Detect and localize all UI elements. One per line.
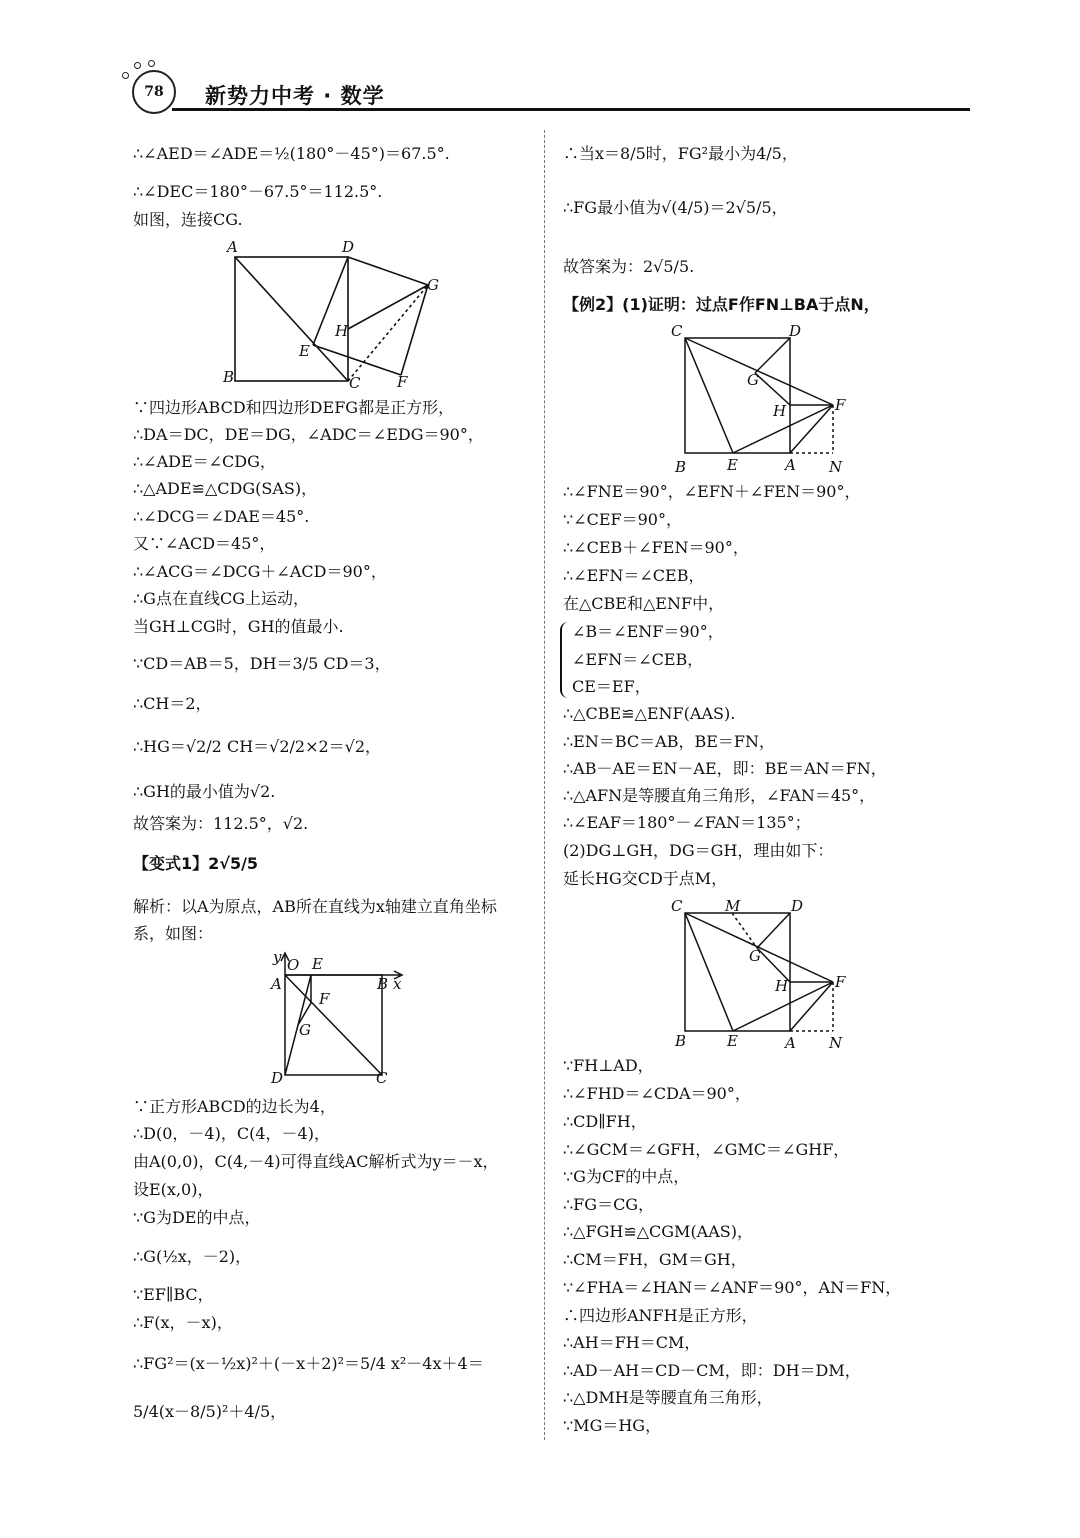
- text-line: 故答案为：112.5°，√2.: [133, 814, 309, 833]
- text-line: ∴HG＝√2/2 CH＝√2/2×2＝√2，: [133, 737, 382, 756]
- label-o: O: [287, 956, 300, 974]
- text-line: 5/4(x－8/5)²＋4/5，: [133, 1402, 287, 1421]
- text-line: ∵∠FHA＝∠HAN＝∠ANF＝90°，AN＝FN，: [563, 1278, 902, 1297]
- text-line: ∴AD－AH＝CD－CM，即：DH＝DM，: [563, 1361, 861, 1380]
- example-heading: 【例2】(1)证明：过点F作FN⊥BA于点N，: [563, 295, 880, 314]
- text-line: 延长HG交CD于点M，: [563, 869, 728, 888]
- text-line: 又∵∠ACD＝45°，: [133, 534, 276, 553]
- label-d: D: [791, 897, 804, 915]
- text-line: ∵EF∥BC，: [133, 1285, 214, 1304]
- text-line: ∴AH＝FH＝CM，: [563, 1333, 701, 1352]
- label-a: A: [271, 975, 282, 993]
- text-line: ∠B＝∠ENF＝90°，: [572, 622, 724, 641]
- text-line: ∴当x＝8/5时，FG²最小为4/5，: [563, 144, 798, 163]
- label-a: A: [785, 456, 796, 474]
- text-line: ∵四边形ABCD和四边形DEFG都是正方形，: [133, 398, 455, 417]
- text-line: ∴AB－AE＝EN－AE，即：BE＝AN＝FN，: [563, 759, 887, 778]
- label-e: E: [312, 955, 323, 973]
- text-line: ∴EN＝BC＝AB，BE＝FN，: [563, 732, 776, 751]
- text-line: ∴∠ACG＝∠DCG＋∠ACD＝90°，: [133, 562, 387, 581]
- text-line: ∴∠AED＝∠ADE＝½(180°－45°)＝67.5°.: [133, 144, 450, 163]
- label-d: D: [342, 238, 355, 256]
- text-line: ∵∠CEF＝90°，: [563, 510, 682, 529]
- text-line: ∴△DMH是等腰直角三角形，: [563, 1388, 773, 1407]
- text-line: 设E(x,0)，: [133, 1180, 214, 1199]
- label-h: H: [335, 322, 349, 340]
- text-line: ∴∠ADE＝∠CDG，: [133, 452, 276, 471]
- label-g: G: [427, 276, 439, 294]
- label-b: B: [675, 1032, 687, 1050]
- text-line: ∴∠FNE＝90°，∠EFN＋∠FEN＝90°，: [563, 482, 861, 501]
- label-a: A: [227, 238, 238, 256]
- text-line: ∴四边形ANFH是正方形，: [563, 1306, 758, 1325]
- text-line: ∵正方形ABCD的边长为4，: [133, 1097, 336, 1116]
- text-line: 当GH⊥CG时，GH的值最小.: [133, 617, 344, 636]
- text-line: ∴CH＝2，: [133, 694, 212, 713]
- text-line: ∵G为DE的中点，: [133, 1208, 261, 1227]
- label-b: B: [675, 458, 687, 476]
- label-b: B: [377, 975, 389, 993]
- text-line: ∵MG＝HG，: [563, 1416, 662, 1435]
- text-line: ∴∠EAF＝180°－∠FAN＝135°；: [563, 813, 811, 832]
- label-n: N: [829, 458, 843, 476]
- text-line: ∴∠CEB＋∠FEN＝90°，: [563, 538, 749, 557]
- text-line: ∴G点在直线CG上运动，: [133, 589, 309, 608]
- text-line: CE＝EF，: [572, 677, 651, 696]
- variant-heading: 【变式1】2√5/5: [133, 854, 259, 873]
- text-line: ∠EFN＝∠CEB，: [572, 650, 704, 669]
- label-g: G: [749, 947, 761, 965]
- column-divider: [544, 130, 545, 1440]
- label-c: C: [376, 1069, 388, 1087]
- label-c: C: [671, 322, 683, 340]
- text-line: ∴∠GCM＝∠GFH，∠GMC＝∠GHF，: [563, 1140, 850, 1159]
- decor-dot: [122, 72, 129, 79]
- label-m: M: [725, 897, 741, 915]
- text-line: ∴△FGH≌△CGM(AAS)，: [563, 1222, 753, 1241]
- label-d: D: [789, 322, 802, 340]
- text-line: (2)DG⊥GH，DG＝GH，理由如下：: [563, 841, 834, 860]
- label-c: C: [349, 374, 361, 392]
- figure-example2-part2: [665, 893, 865, 1053]
- header-rule: [172, 108, 970, 111]
- text-line: ∴D(0，－4)，C(4，－4)，: [133, 1124, 330, 1143]
- label-e: E: [299, 342, 310, 360]
- page-header: [0, 0, 1080, 130]
- text-line: 在△CBE和△ENF中，: [563, 594, 725, 613]
- label-f: F: [397, 373, 408, 391]
- text-line: ∴∠FHD＝∠CDA＝90°，: [563, 1084, 751, 1103]
- text-line: ∴CM＝FH，GM＝GH，: [563, 1250, 747, 1269]
- book-title: 新势力中考 · 数学: [205, 84, 385, 108]
- text-line: ∴△AFN是等腰直角三角形，∠FAN＝45°，: [563, 786, 876, 805]
- figure-example2-part1: [665, 318, 865, 478]
- label-g: G: [299, 1021, 311, 1039]
- text-line: ∴∠DCG＝∠DAE＝45°.: [133, 507, 310, 526]
- text-line: ∵CD＝AB＝5，DH＝3/5 CD＝3，: [133, 654, 391, 673]
- label-f: F: [835, 396, 846, 414]
- label-y: y: [273, 948, 282, 966]
- text-line: ∴△CBE≌△ENF(AAS).: [563, 704, 736, 723]
- page-number: 78: [132, 70, 176, 114]
- text-line: ∵G为CF的中点，: [563, 1167, 690, 1186]
- label-n: N: [829, 1034, 843, 1052]
- text-line: 如图，连接CG.: [133, 210, 243, 229]
- text-line: ∴DA＝DC，DE＝DG，∠ADC＝∠EDG＝90°，: [133, 425, 484, 444]
- text-line: ∴FG＝CG，: [563, 1195, 655, 1214]
- figure-coordinate-square: [265, 945, 415, 1090]
- decor-dot: [134, 62, 141, 69]
- text-line: 解析：以A为原点，AB所在直线为x轴建立直角坐标: [133, 897, 497, 916]
- decor-dot: [148, 60, 155, 67]
- label-c: C: [671, 897, 683, 915]
- text-line: 故答案为：2√5/5.: [563, 257, 695, 276]
- text-line: ∴FG²＝(x－½x)²＋(－x＋2)²＝5/4 x²－4x＋4＝: [133, 1354, 484, 1373]
- label-f: F: [319, 990, 330, 1008]
- text-line: ∴△ADE≌△CDG(SAS)，: [133, 479, 318, 498]
- label-e: E: [727, 456, 738, 474]
- label-f: F: [835, 973, 846, 991]
- label-g: G: [747, 371, 759, 389]
- label-h: H: [773, 402, 787, 420]
- label-e: E: [727, 1032, 738, 1050]
- text-line: ∴FG最小值为√(4/5)＝2√5/5，: [563, 198, 788, 217]
- text-line: ∵FH⊥AD，: [563, 1056, 654, 1075]
- label-d: D: [271, 1069, 284, 1087]
- text-line: ∴∠EFN＝∠CEB，: [563, 566, 705, 585]
- label-x: x: [393, 975, 402, 993]
- text-line: ∴G(½x，－2)，: [133, 1247, 252, 1266]
- text-line: 系，如图：: [133, 924, 214, 943]
- text-line: ∴∠DEC＝180°－67.5°＝112.5°.: [133, 182, 383, 201]
- text-line: ∴CD∥FH，: [563, 1112, 647, 1131]
- label-a: A: [785, 1034, 796, 1052]
- figure-squares-abcd-defg: [215, 235, 455, 395]
- text-line: ∴GH的最小值为√2.: [133, 782, 276, 801]
- text-line: 由A(0,0)，C(4,－4)可得直线AC解析式为y＝－x，: [133, 1152, 499, 1171]
- label-h: H: [775, 977, 789, 995]
- label-b: B: [223, 368, 235, 386]
- text-line: ∴F(x，－x)，: [133, 1313, 233, 1332]
- brace-icon: [560, 622, 572, 698]
